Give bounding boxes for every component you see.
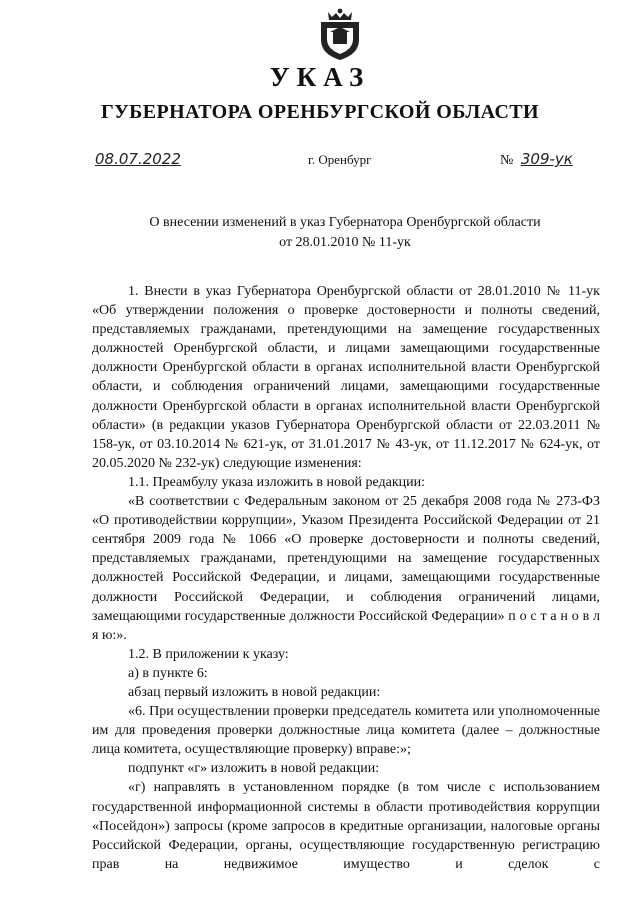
document-subtitle: ГУБЕРНАТОРА ОРЕНБУРГСКОЙ ОБЛАСТИ [100,101,540,123]
subject-line-1: О внесении изменений в указ Губернатора Оренбургской области [149,215,541,230]
document-date: 08.07.2022 [95,150,181,168]
document-number: 309-ук [520,150,573,168]
document-subject [0,213,640,253]
paragraph: «6. При осуществлении проверки председатель комитета или уполномоченные им для проведения проверки должностные лица комитета (далее – должностные лица комитета, осуществляющие проверку) вправе:»; [92,704,600,758]
document-body [92,282,600,874]
subject-line-2: от 28.01.2010 № 11-ук [279,235,411,250]
paragraph: 1. Внести в указ Губернатора Оренбургской области от 28.01.2010 № 11-ук «Об утверждении положения о проверке достоверности и полноты сведений, представляемых гражданами, претендующими на замещение государственных должностей Оренбургской области, и лицами замещающими государственные должности Оренбургской области в органах исполнительной власти Оренбургской области, и соблюдения ограничений лицами, замещающими государственные должности Оренбургской области в органах исполнительной власти Оренбургской области» (в редакции указов Губернатора Оренбургской области от 22.03.2011 № 158-ук, от 03.10.2014 № 621-ук, от 31.01.2017 № 43-ук, от 11.12.2017 № 624-ук, от 20.05.2020 № 232-ук) следующие изменения: [92,284,600,471]
document-city: г. Оренбург [308,152,372,167]
coat-of-arms-icon [318,8,362,62]
paragraph: 1.2. В приложении к указу: [128,646,289,662]
paragraph: 1.1. Преамбулу указа изложить в новой редакции: [128,474,426,490]
paragraph: «В соответствии с Федеральным законом от 25 декабря 2008 года № 273-ФЗ «О противодействии коррупции», Указом Президента Российской Федерации от 21 сентября 2009 года № 1066 «О проверке достоверности и полноты сведений, представляемых гражданами, претендующими на замещение государственных должностей Российской Федерации, и лицами, замещающими государственные должности Российской Федерации, и соблюдения ограничений лицами, замещающими государственные должности Российской Федерации» п о с т а н о в л я ю:». [92,494,600,643]
paragraph: подпункт «г» изложить в новой редакции: [128,761,380,777]
paragraph: а) в пункте 6: [128,665,208,681]
document-title: УКАЗ [269,62,371,92]
paragraph: «г) направлять в установленном порядке (в том числе с использованием государственной информационной системы в области противодействия коррупции «Посейдон») запросы (кроме запросов в кредитные организации, налоговые органы Российской Федерации, органы, осуществляющие государственную регистрацию прав на недвижимое имущество и сделок с [92,780,600,872]
document-number-field [500,150,573,169]
paragraph: абзац первый изложить в новой редакции: [128,684,381,700]
number-prefix: № [500,153,514,168]
